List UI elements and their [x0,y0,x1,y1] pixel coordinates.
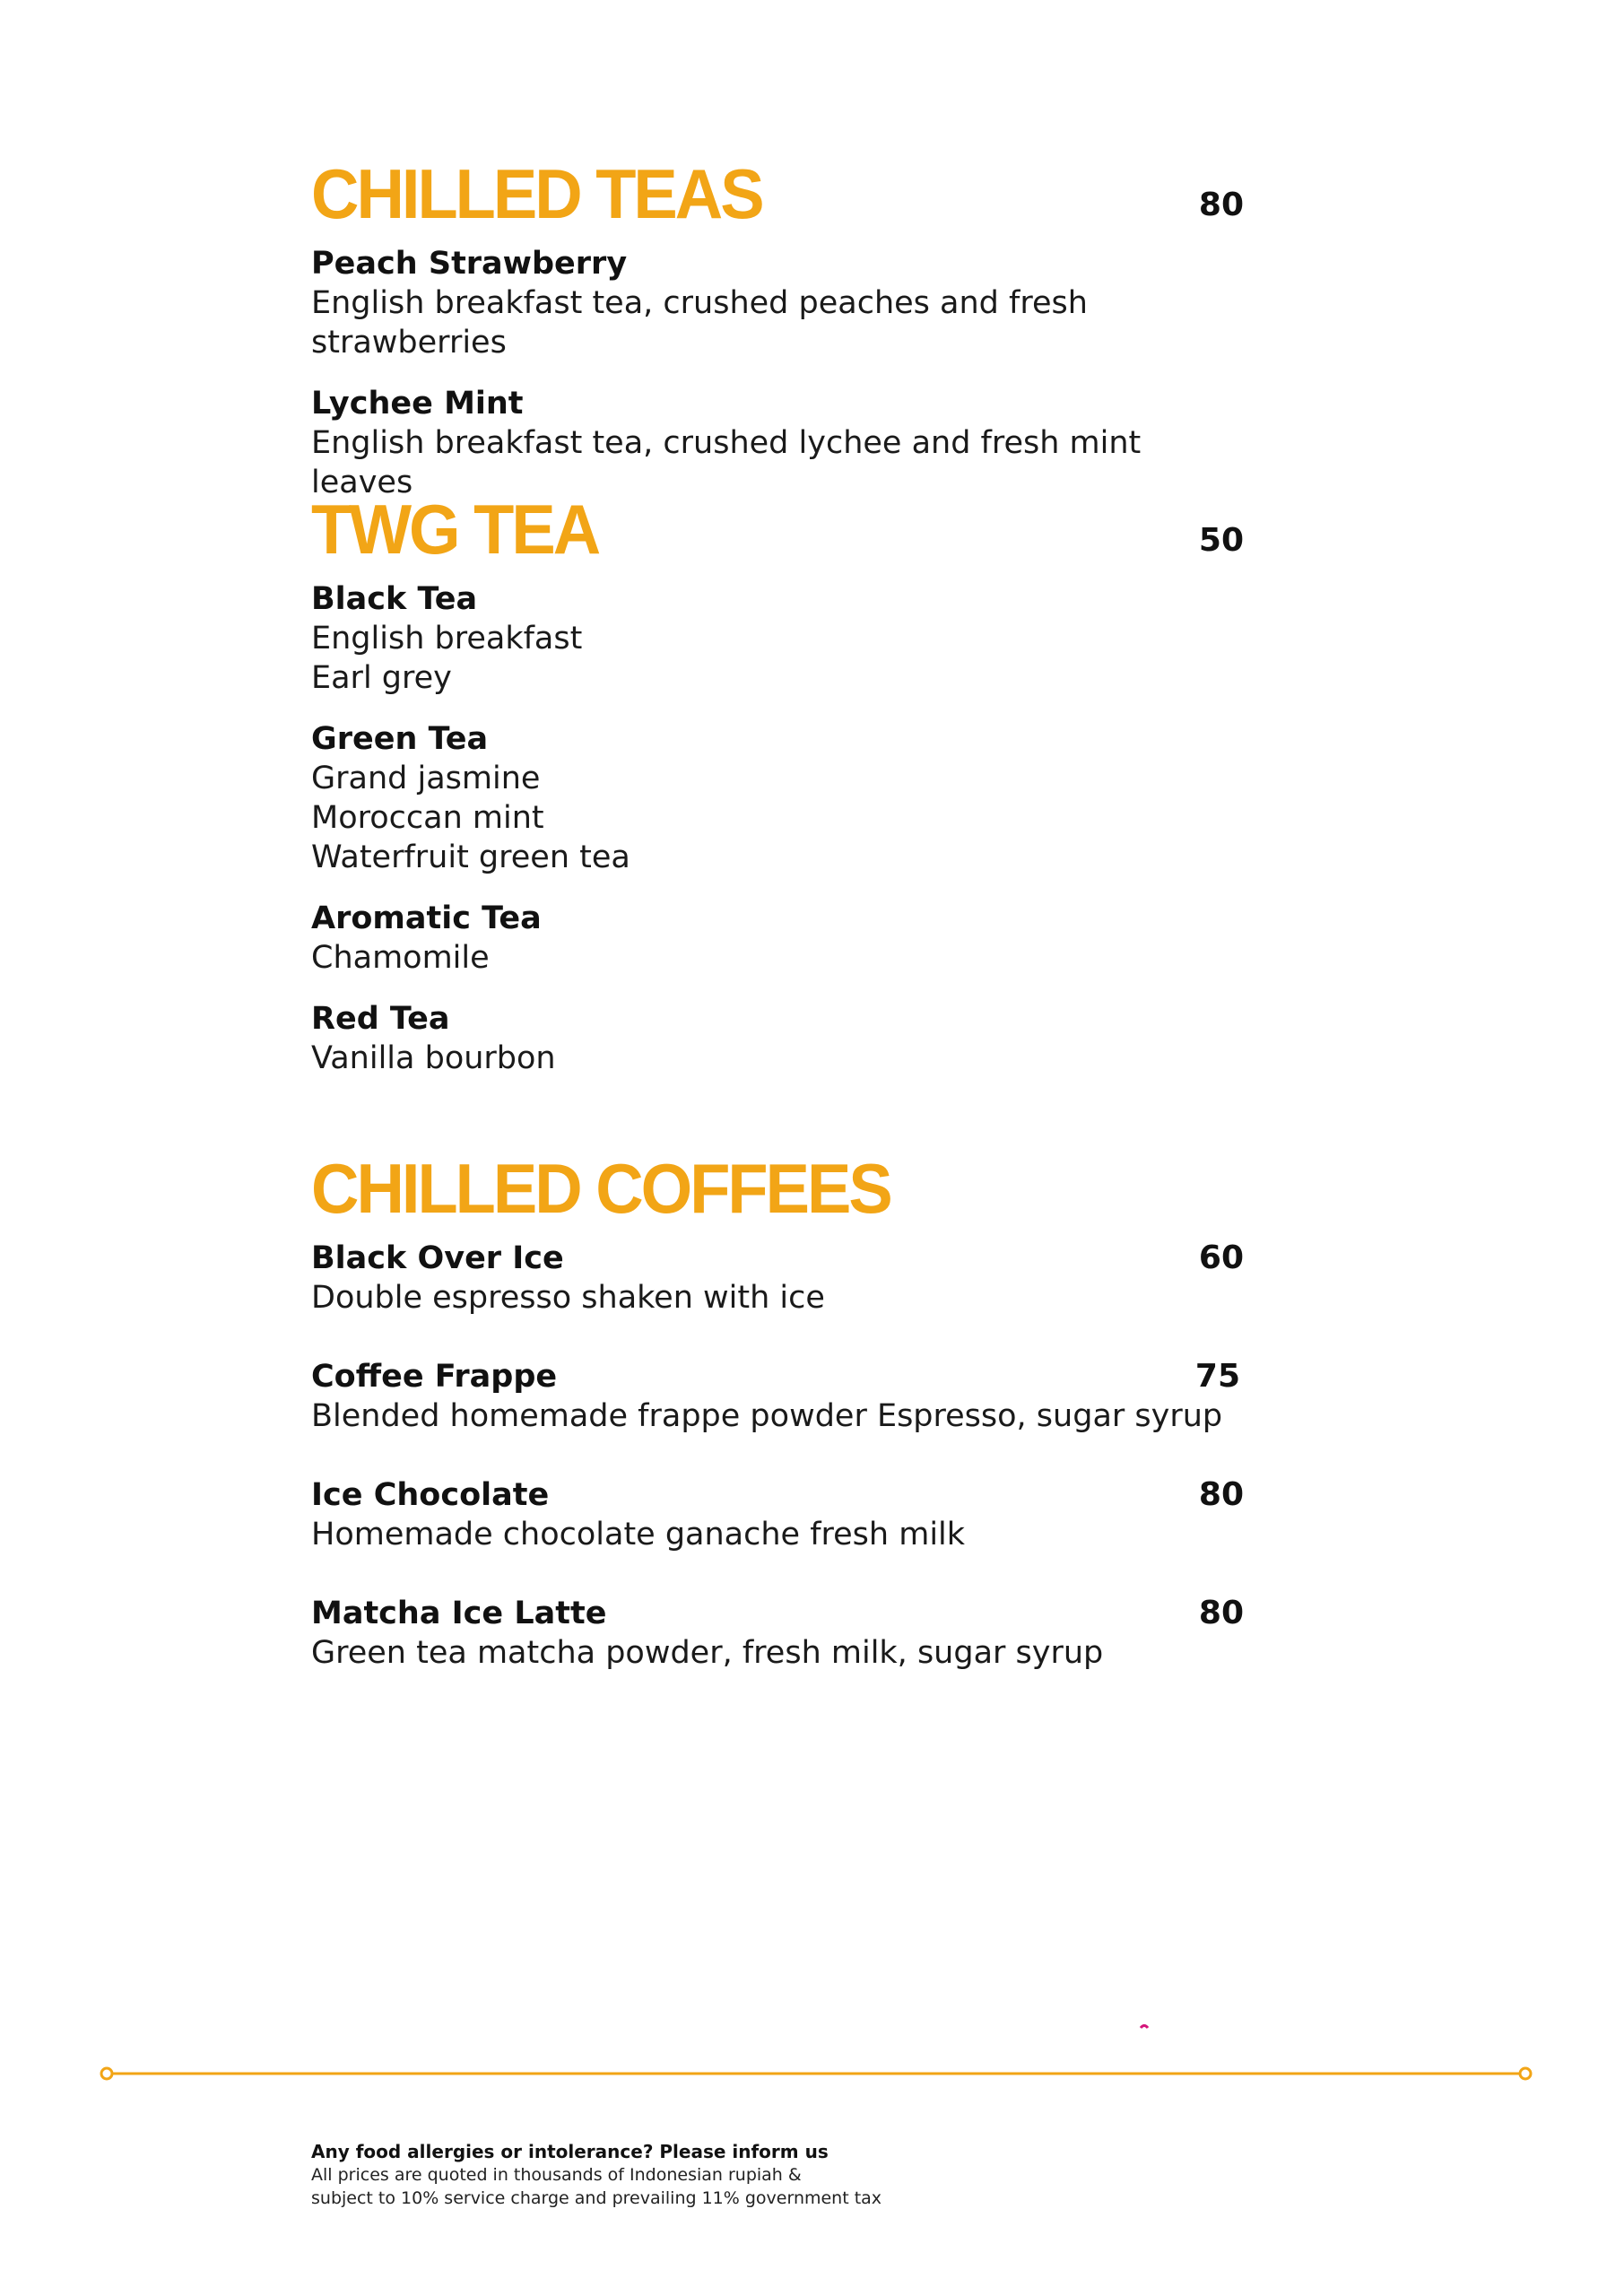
item-name: Aromatic Tea [311,900,542,936]
item-desc: Grand jasmine [311,761,541,796]
decorative-dot-icon [1140,2023,1149,2029]
menu-item [311,1357,1244,1436]
menu-item [311,384,1244,502]
item-desc: Chamomile [311,940,490,976]
menu-item [311,579,1244,698]
menu-item [311,719,1244,877]
item-name: Coffee Frappe [311,1359,558,1395]
allergy-note: Any food allergies or intolerance? Please inform us [311,2141,829,2162]
section-price: 80 [1198,187,1244,223]
item-desc: Vanilla bourbon [311,1040,556,1076]
item-name: Black Tea [311,581,478,617]
menu-item [311,1475,1244,1554]
item-price: 80 [1198,1476,1244,1513]
item-name: Black Over Ice [311,1240,564,1276]
item-desc: Double espresso shaken with ice [311,1280,825,1316]
item-desc: Homemade chocolate ganache fresh milk [311,1517,966,1552]
item-price: 75 [1194,1358,1240,1395]
item-desc: Waterfruit green tea [311,839,630,875]
item-name: Lychee Mint [311,386,524,422]
item-name: Green Tea [311,721,489,757]
item-desc: English breakfast tea, crushed peaches and fresh strawberries [311,285,1088,361]
menu-item [311,1594,1244,1673]
footer-divider [99,2066,1533,2082]
section-title: TWG TEA [311,490,599,569]
section-title: CHILLED TEAS [311,154,762,233]
item-name: Red Tea [311,1001,450,1037]
section-chilled-teas [311,154,1244,502]
item-desc: Moroccan mint [311,800,544,836]
item-desc: Green tea matcha powder, fresh milk, sugar syrup [311,1635,1104,1671]
item-desc: Blended homemade frappe powder Espresso, sugar syrup [311,1398,1223,1434]
menu-item [311,1239,1244,1318]
section-twg-tea [311,490,1244,1078]
footer [311,2140,1118,2210]
item-name: Matcha Ice Latte [311,1596,607,1631]
item-desc: Earl grey [311,660,452,696]
price-note-line-2: subject to 10% service charge and prevailing 11% government tax [311,2188,882,2208]
menu-item [311,899,1244,978]
menu-item [311,999,1244,1078]
item-name: Peach Strawberry [311,246,628,282]
item-desc: English breakfast tea, crushed lychee and fresh mint leaves [311,425,1142,500]
item-price: 60 [1198,1239,1244,1276]
price-note-line-1: All prices are quoted in thousands of Indonesian rupiah & [311,2165,802,2185]
item-price: 80 [1198,1595,1244,1631]
item-name: Ice Chocolate [311,1477,550,1513]
section-price: 50 [1198,522,1244,559]
section-title: CHILLED COFFEES [311,1149,890,1228]
menu-item [311,244,1244,362]
section-chilled-coffees [311,1149,1244,1673]
item-desc: English breakfast [311,621,583,657]
